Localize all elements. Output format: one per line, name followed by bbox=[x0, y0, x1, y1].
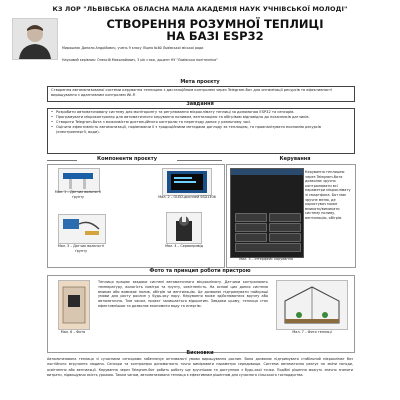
components-heading: Компоненти проєкту bbox=[97, 156, 157, 162]
oled-display-icon bbox=[163, 169, 211, 195]
figure-2 bbox=[162, 168, 212, 196]
poster-title bbox=[100, 18, 330, 42]
goal-box bbox=[47, 86, 355, 102]
figure-6 bbox=[58, 280, 90, 330]
author-line: Мирошник Данило Андрійович, учень 9 класу Ліцею №60 Львівської міської ради bbox=[62, 46, 204, 50]
person-icon bbox=[13, 19, 57, 59]
task-item: • Створити Telegram-бота з можливістю дистанційного контролю та перегляду даних у реальному часі. bbox=[51, 120, 351, 125]
moisture-sensor-icon bbox=[59, 215, 105, 243]
figure-1 bbox=[58, 168, 100, 192]
components-rule-left bbox=[47, 160, 77, 161]
screen-button bbox=[269, 223, 301, 232]
components-rule-right bbox=[177, 160, 222, 161]
figure-3-caption: Мал. 3 – Датчик вологості ґрунту bbox=[57, 244, 105, 253]
figure-4 bbox=[166, 212, 202, 244]
soil-sensor-icon bbox=[59, 169, 99, 191]
conclusions-heading: Висновки bbox=[186, 350, 214, 356]
goal-text: Створення автоматизованої системи керування теплицею з дистанційним контролем через Telegram-бот для оптимізації ресурсів та ефективності вирощування з адаптивним контролем Wi-Fi bbox=[51, 88, 333, 97]
screen-button bbox=[235, 213, 267, 222]
control-heading: Керування bbox=[279, 156, 311, 162]
goal-heading: Мета проєкту bbox=[180, 79, 220, 85]
figure-2-caption: Мал. 2 – OLED-дисплей SSD1306 bbox=[158, 195, 216, 199]
figure-4-caption: Мал. 4 – Сервопривід bbox=[165, 244, 203, 248]
tasks-heading: Завдання bbox=[186, 101, 214, 107]
screen-header bbox=[231, 169, 303, 175]
screen-button bbox=[269, 233, 301, 242]
task-item: • Оцінити ефективність автоматизації, порівнюючи її з традиційними методами догляду за теплицею, та проаналізувати економію ресурсів (електроенергії, води). bbox=[51, 125, 351, 135]
figure-5-caption: Мал. 5 – Інтерфейс керування bbox=[239, 257, 293, 261]
figure-7 bbox=[276, 280, 348, 330]
screen-button bbox=[235, 233, 267, 242]
servo-icon bbox=[167, 213, 201, 243]
photo-heading: Фото та принцип роботи пристрою bbox=[149, 268, 251, 274]
figure-6-caption: Мал. 6 – Фото bbox=[60, 330, 86, 334]
figure-1-caption: Мал. 1 – Датчик вологості ґрунту bbox=[54, 190, 102, 199]
greenhouse-icon bbox=[277, 281, 347, 329]
organization-name: КЗ ЛОР "ЛЬВІВСЬКА ОБЛАСНА МАЛА АКАДЕМІЯ НАУК УЧНІВСЬКОЇ МОЛОДІ" bbox=[52, 5, 348, 13]
task-item: • Програмувати мікроконтролер для автоматичного керування поливом, вентиляцією та обігрівом відповідно до показників датчиків. bbox=[51, 115, 351, 120]
title-line-1: СТВОРЕННЯ РОЗУМНОЇ ТЕПЛИЦІ bbox=[106, 17, 324, 31]
screen-button bbox=[235, 223, 267, 232]
principle-text: Теплиця працює завдяки системі автоматичного мікроклімату. Датчики контролюють температуру, вологість повітря та ґрунту, освітленість. На основі цих даних система вмикає або вимикає полив, обігрів чи вентиляцію. Це дозволяє підтримувати найкращі умови для росту рослин у будь-яку пору. Керування може здійснюватися вручну або автоматично. Тим часом, проєкт залишається відкритим. Завдяки цьому, теплиця стає ефективнішою та дозволяє економити воду та енергію. bbox=[98, 280, 268, 308]
author-photo bbox=[12, 18, 58, 60]
figure-3 bbox=[58, 214, 106, 244]
device-photo-icon bbox=[59, 281, 89, 329]
title-line-2: НА БАЗІ ESP32 bbox=[166, 29, 264, 43]
screen-button bbox=[235, 243, 301, 252]
task-item: • Розробити автоматизовану систему для моніторингу та регулювання мікроклімату теплиці за допомогою ESP32 та сенсорів. bbox=[51, 110, 351, 115]
tasks-list bbox=[48, 109, 354, 136]
figure-7-caption: Мал. 7 – Фото теплиці bbox=[292, 330, 332, 334]
control-description: Керування теплицею через Telegram-бота дозволяє зручно контролювати всі параметри мікроклімату зі смартфона. Бот має зручне меню, де користувач може вмикати/вимикати систему поливу, вентиляцію, обігрів. bbox=[305, 170, 351, 220]
supervisor-line: Науковий керівник: Олексій Миколайович, 3 рік стаж, доцент НУ "Львівська політехніка" bbox=[62, 58, 218, 62]
telegram-interface-screenshot bbox=[230, 168, 304, 258]
conclusions-text: Автоматизована теплиця зі сучасними сенсорами забезпечує оптимальні умови вирощування рослин. Вона дозволяє підтримувати стабільний мікроклімат без постійного втручання людини. Сенсори та контролери допомагають точно вимірювати параметри середовища. Система автоматично реагує на зміни погоди, освітлення або вентиляції. Керування через Telegram-бот робить роботу ще зручнішою та доступною з будь-якої точки. Подібні рішення можуть значно знизити витрати, підвищуючи якість урожаю. Таким чином, автоматизована теплиця є ефективним рішенням для сучасного сільського господарства. bbox=[47, 357, 353, 378]
screen-button bbox=[269, 213, 301, 222]
tasks-box bbox=[47, 108, 355, 154]
